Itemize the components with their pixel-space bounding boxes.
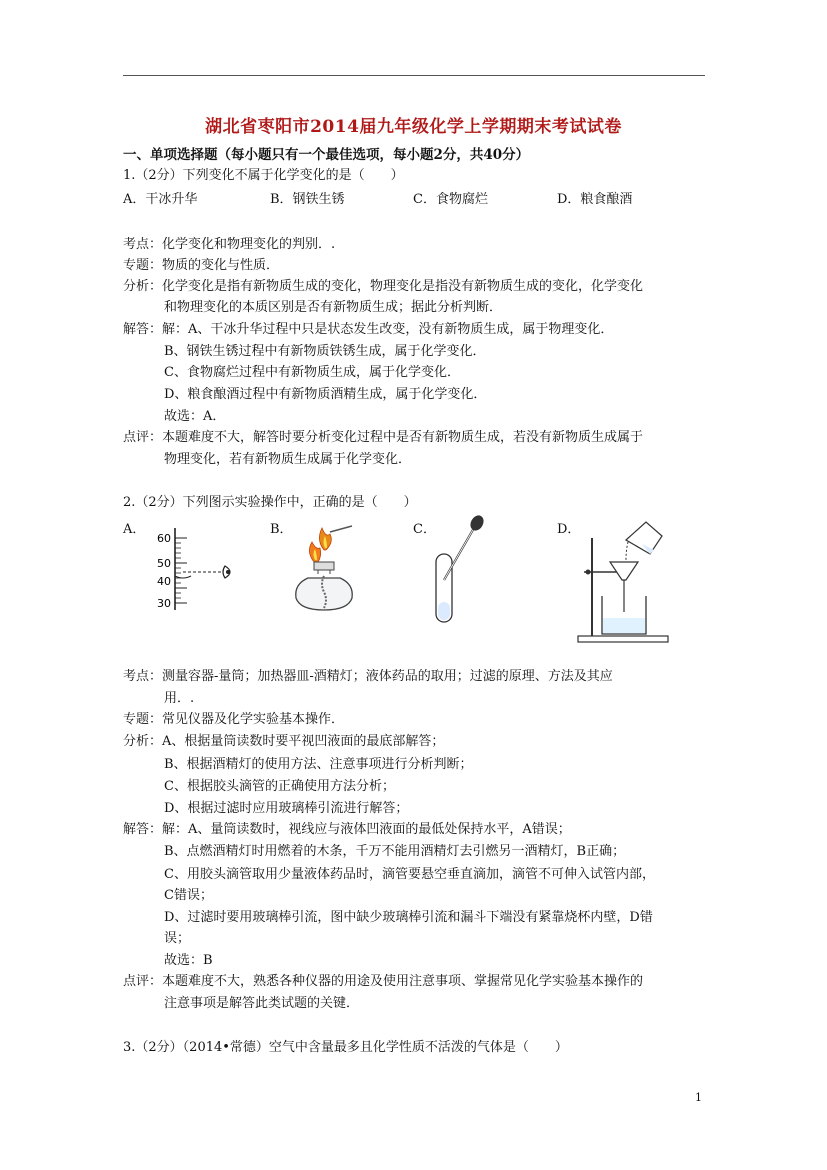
q1-fenxi-line: 和物理变化的本质区别是否有新物质生成；据此分析判断． [164, 300, 503, 315]
q2-option-a: A． [123, 522, 146, 537]
header-rule [123, 75, 705, 76]
q1-option-b: B．钢铁生锈 [270, 192, 345, 207]
q2-option-b: B． [270, 522, 293, 537]
q1-stem: 1.（2分）下列变化不属于化学变化的是（ ） [123, 168, 404, 183]
q2-fenxi-line: B、根据酒精灯的使用方法、注意事项进行分析判断； [164, 757, 473, 772]
q2-jieda-line: D、过滤时要用玻璃棒引流，图中缺少玻璃棒引流和漏斗下端没有紧靠烧杯内壁，D错 [164, 910, 653, 925]
q2-dianping-line: 点评：本题难度不大，熟悉各种仪器的用途及使用注意事项、掌握常见化学实验基本操作的 [123, 974, 644, 989]
q1-option-c: C．食物腐烂 [413, 192, 488, 207]
graduated-cylinder-figure [145, 524, 240, 614]
cylinder-tick-label: 40 [157, 575, 171, 588]
q1-fenxi-line: 分析：化学变化是指有新物质生成的变化，物理变化是指没有新物质生成的变化，化学变化 [123, 279, 644, 294]
q2-dianping-line: 注意事项是解答此类试题的关键． [164, 996, 360, 1011]
q2-jieda-line: 故选：B [164, 953, 213, 968]
q2-option-d: D． [557, 522, 581, 537]
q2-fenxi-line: D、根据过滤时应用玻璃棒引流进行解答； [164, 801, 409, 816]
q1-kaodian: 考点：化学变化和物理变化的判别．. [123, 237, 336, 252]
q2-option-c: C． [413, 522, 436, 537]
q1-zhuanti: 专题：物质的变化与性质． [123, 258, 280, 273]
cylinder-tick-label: 50 [157, 557, 171, 570]
section-heading: 一、单项选择题（每小题只有一个最佳选项，每小题2分，共40分） [123, 147, 530, 163]
q2-jieda-line: B、点燃酒精灯时用燃着的木条，千万不能用酒精灯去引燃另一酒精灯，B正确； [164, 844, 626, 859]
q2-jieda-line: 误； [164, 931, 191, 946]
page-number: 1 [695, 1091, 702, 1104]
cylinder-tick-label: 60 [157, 532, 171, 545]
q2-kaodian-line: 考点：测量容器-量筒；加热器皿-酒精灯；液体药品的取用；过滤的原理、方法及其应 [123, 669, 613, 684]
alcohol-lamp-figure [286, 522, 366, 618]
dropper-test-tube-figure [430, 514, 490, 626]
q1-jieda-line: 解答：解：A、干冰升华过程中只是状态发生改变，没有新物质生成，属于物理变化． [123, 322, 614, 337]
q1-dianping-line: 物理变化，若有新物质生成属于化学变化． [164, 452, 412, 467]
q2-zhuanti: 专题：常见仪器及化学实验基本操作． [123, 712, 345, 727]
q1-jieda-line: B、钢铁生锈过程中有新物质铁锈生成，属于化学变化． [164, 344, 486, 359]
q1-option-a: A．干冰升华 [123, 192, 198, 207]
q1-jieda-line: D、粮食酿酒过程中有新物质酒精生成，属于化学变化． [164, 387, 487, 402]
page-title: 湖北省枣阳市2014届九年级化学上学期期末考试试卷 [205, 117, 622, 137]
cylinder-tick-label: 30 [157, 597, 171, 610]
q1-jieda-line: 故选：A． [164, 409, 226, 424]
q2-stem: 2.（2分）下列图示实验操作中，正确的是（ ） [123, 495, 417, 510]
q1-dianping-line: 点评：本题难度不大，解答时要分析变化过程中是否有新物质生成，若没有新物质生成属于 [123, 430, 644, 445]
q3-stem: 3.（2分）（2014•常德）空气中含量最多且化学性质不活泼的气体是（ ） [123, 1040, 568, 1055]
q2-kaodian-line: 用．. [164, 691, 195, 706]
q2-jieda-line: C错误； [164, 888, 213, 903]
q1-jieda-line: C、食物腐烂过程中有新物质生成，属于化学变化． [164, 365, 460, 380]
q2-fenxi-line: C、根据胶头滴管的正确使用方法分析； [164, 779, 395, 794]
q1-option-d: D．粮食酿酒 [557, 192, 633, 207]
q2-fenxi-line: 分析：A、根据量筒读数时要平视凹液面的最底部解答； [123, 734, 445, 749]
q2-jieda-line: C、用胶头滴管取用少量液体药品时，滴管要悬空垂直滴加，滴管不可伸入试管内部， [164, 867, 655, 882]
filtration-setup-figure [574, 514, 674, 646]
q2-jieda-line: 解答：解：A、量筒读数时，视线应与液体凹液面的最低处保持水平，A错误； [123, 822, 571, 837]
